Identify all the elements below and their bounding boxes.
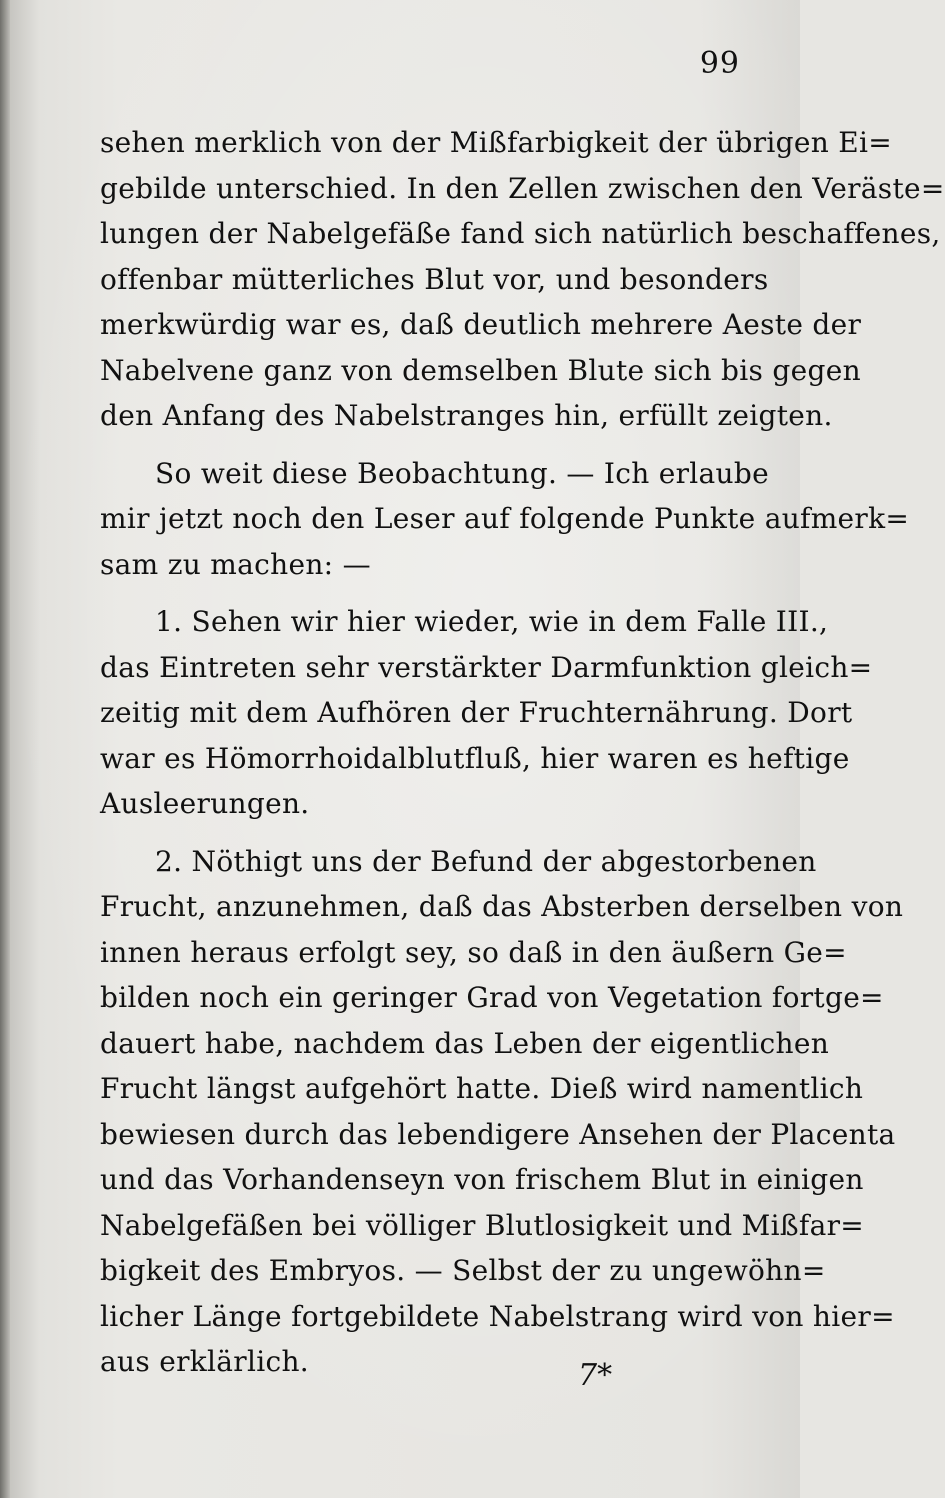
text-line: gebilde unterschied. In den Zellen zwischen den Veräste= [100,171,945,205]
signature-mark: 7* [578,1358,613,1393]
text-line: das Eintreten sehr verstärkter Darmfunktion gleich= [100,650,873,684]
text-line: licher Länge fortgebildete Nabelstrang wird von hier= [100,1299,895,1333]
text-line: zeitig mit dem Aufhören der Fruchternährung. Dort [100,696,853,729]
text-line: Nabelvene ganz von demselben Blute sich bis gegen [100,353,861,387]
text-line: innen heraus erfolgt sey, so daß in den äußern Ge= [100,935,847,969]
text-line: sehen merklich von der Mißfarbigkeit der übrigen Ei= [100,126,893,159]
text-line: mir jetzt noch den Leser auf folgende Punkte aufmerk= [100,502,910,535]
text-line: 1. Sehen wir hier wieder, wie in dem Falle III., [155,605,829,638]
text-line: merkwürdig war es, daß deutlich mehrere Aeste der [100,308,862,341]
body-text [100,120,945,1397]
paragraph-2 [100,451,910,588]
text-line: Frucht, anzunehmen, daß das Absterben derselben von [100,890,904,923]
text-line: offenbar mütterliches Blut vor, und besonders [100,262,769,296]
text-line: bilden noch ein geringer Grad von Vegetation fortge= [100,981,884,1014]
text-line: und das Vorhandenseyn von frischem Blut in einigen [100,1163,864,1196]
paragraph-4 [100,839,904,1385]
text-line: 2. Nöthigt uns der Befund der abgestorbenen [155,844,817,878]
text-line: bewiesen durch das lebendigere Ansehen der Placenta [100,1117,896,1151]
text-line: Frucht längst aufgehört hatte. Dieß wird namentlich [100,1072,864,1105]
text-line: Ausleerungen. [100,787,310,820]
text-line: aus erklärlich. [100,1345,309,1378]
paragraph-3 [100,599,873,827]
text-line: den Anfang des Nabelstranges hin, erfüllt zeigten. [100,399,833,432]
paragraph-1 [100,120,945,439]
page-number: 99 [699,46,740,81]
text-line: Nabelgefäßen bei völliger Blutlosigkeit und Mißfar= [100,1208,865,1242]
text-line: sam zu machen: — [100,547,371,581]
text-line: dauert habe, nachdem das Leben der eigentlichen [100,1026,830,1060]
text-line: lungen der Nabelgefäße fand sich natürlich beschaffenes, [100,217,941,250]
text-line: war es Hömorrhoidalblutfluß, hier waren es heftige [100,741,850,775]
text-line: bigkeit des Embryos. — Selbst der zu ungewöhn= [100,1254,826,1287]
text-line: So weit diese Beobachtung. — Ich erlaube [155,456,769,490]
